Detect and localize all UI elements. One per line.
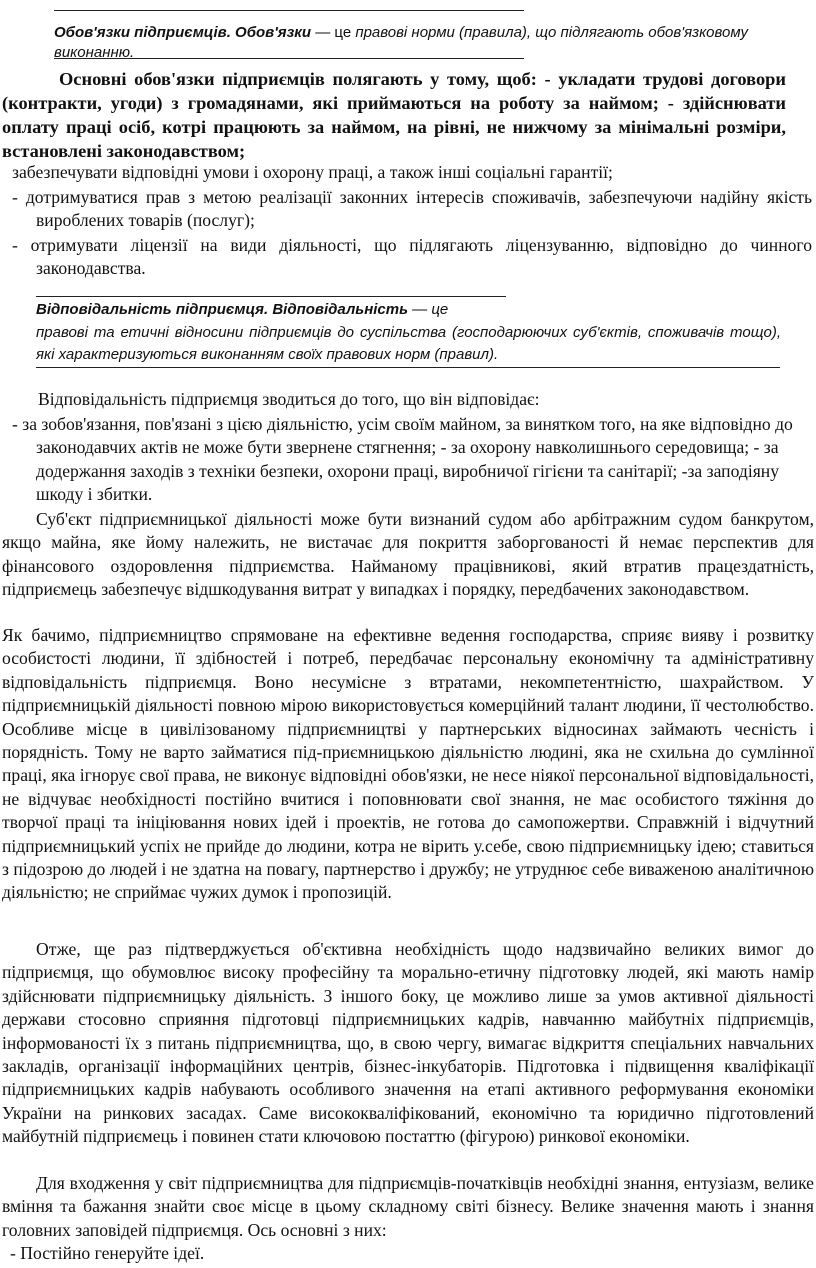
duties-definition — [54, 23, 774, 63]
duties-def-plain: це — [334, 24, 352, 41]
duties-dash: — — [311, 24, 335, 41]
duties-intro: Основні обов'язки підприємців полягають у тому, щоб: - укладати трудові договори (контракти, угоди) з громадянами, які приймаються на роботу за наймом; - здійснювати оплату праці осіб, котрі працюють за наймом, на рівні, не нижчому за мінімальні розміри, встановлені законодавством; — [2, 69, 786, 161]
box2-top-rule — [36, 296, 506, 297]
duties-item-3: - отримувати ліцензії на види діяльності, що підлягають ліцензуванню, відповідно до чинного законодавства. — [12, 235, 812, 279]
liability-intro: Відповідальність підприємця зводиться до того, що він відповідає: — [38, 389, 540, 409]
paragraph-requirements: Отже, ще раз підтверджується об'єктивна необхідність щодо надзвичайно великих вимог до підприємця, що обумовлює високу професійну та морально-етичну підготовку людей, які мають намір здійснювати підприємницьку діяльність. З іншого боку, це можливо лише за умов активної діяльності держави стосовно сприяння підготовці підприємницьких кадрів, навчанню майбутніх підприємців, інформованості їх з питань підприємництва, що, в свою чергу, вимагає відкриття спеціальних навчальних закладів, організації інформаційних центрів, бізнес-інкубаторів. Підготовка і підвищення кваліфікації підприємницьких кадрів набувають особливого значення на етапі активного реформування економіки України на ринкових засадах. Саме висококваліфікований, економічно та юридично підготовлений майбутній підприємець і повинен стати ключовою постаттю (фігурою) ринкової економіки. — [2, 939, 814, 1147]
liability-def-word: це — [431, 301, 449, 318]
commandment-1: - Постійно генеруйте ідеї. — [10, 1243, 205, 1263]
box2-bottom-rule — [36, 367, 780, 368]
paragraph-bankruptcy: Суб'єкт підприємницької діяльності може бути визнаний судом або арбітражним судом банкрутом, якщо майна, яке йому належить, не вистачає для покриття заборгованості й немає перспектив для фінансового оздоровлення підприємства. Найманому працівникові, який втратив працездатність, підприємець забезпечує відшкодування витрат у випадках і порядку, передбачених законодавством. — [2, 509, 814, 600]
paragraph-beginners: Для входження у світ підприємництва для підприємців-початківців необхідні знання, ентузіазм, велике вміння та бажання знайти своє місце в цьому складному світі бізнесу. Велике значення мають і знання головних заповідей підприємця. Ось основні з них: — [2, 1173, 814, 1240]
duties-def-italic: правові норми (правила), що підлягають обов'язковому виконанню. — [54, 24, 748, 61]
liability-items: - за зобов'язання, пов'язані з цією діяльністю, усім своїм майном, за винятком того, на яке відповідно до законодавчих актів не може бути звернене стягнення; - за охорону навколишнього середовища; - за додержання заходів з техніки безпеки, охорони праці, виробничої гігієни та санітарії; -за заподіяну шкоду і збитки. — [12, 414, 793, 505]
liability-term: Відповідальність підприємця. Відповідальність — [36, 301, 409, 318]
box1-top-rule — [54, 10, 524, 11]
box1-bottom-rule — [54, 58, 524, 59]
liability-def-rest: правові та етичні відносини підприємців до суспільства (господарюючих суб'єктів, споживачів тощо), які характеризуються виконанням своїх правових норм (правил). — [36, 324, 781, 363]
liability-dash: — — [408, 301, 432, 318]
duties-term: Обов'язки підприємців. Обов'язки — [54, 24, 312, 41]
paragraph-entrepreneurship: Як бачимо, підприємництво спрямоване на ефективне ведення господарства, сприяє вияву і розвитку особистості людини, її здібностей і потреб, передбачає персональну економічну та адміністративну відповідальність підприємця. Воно несумісне з втратами, некомпетентністю, шахрайством. У підприємницькій діяльності повною мірою використовується комерційний талант людини, її честолюбство. Особливе місце в цивілізованому підприємництві у партнерських відносинах займають чесність і порядність. Тому не варто займатися під-приємницькою діяльністю людині, яка не схильна до сумлінної праці, яка ігнорує свої права, не виконує відповідні обов'язки, не несе ніякої персональної відповідальності, не відчуває необхідності постійно вчитися і поповнювати свої знання, не має особистого тяжіння до творчої праці та ініціювання нових ідей і проектів, не готова до самопожертви. Справжній і відчутний підприємницький успіх не прийде до людини, котра не вірить у.себе, свою підприємницьку ідею; ставиться з підозрою до людей і не здатна на повагу, партнерство і дружбу; не утруднює себе виваженою аналітичною діяльністю; не сприймає чужих думок і пропозицій. — [2, 625, 814, 903]
duties-item-1: забезпечувати відповідні умови і охорону праці, а також інші соціальні гарантії; — [12, 162, 613, 182]
duties-item-2: - дотримуватися прав з метою реалізації законних інтересів споживачів, забезпечуючи надійну якість вироблених товарів (послуг); — [12, 187, 812, 231]
liability-definition — [36, 300, 781, 366]
